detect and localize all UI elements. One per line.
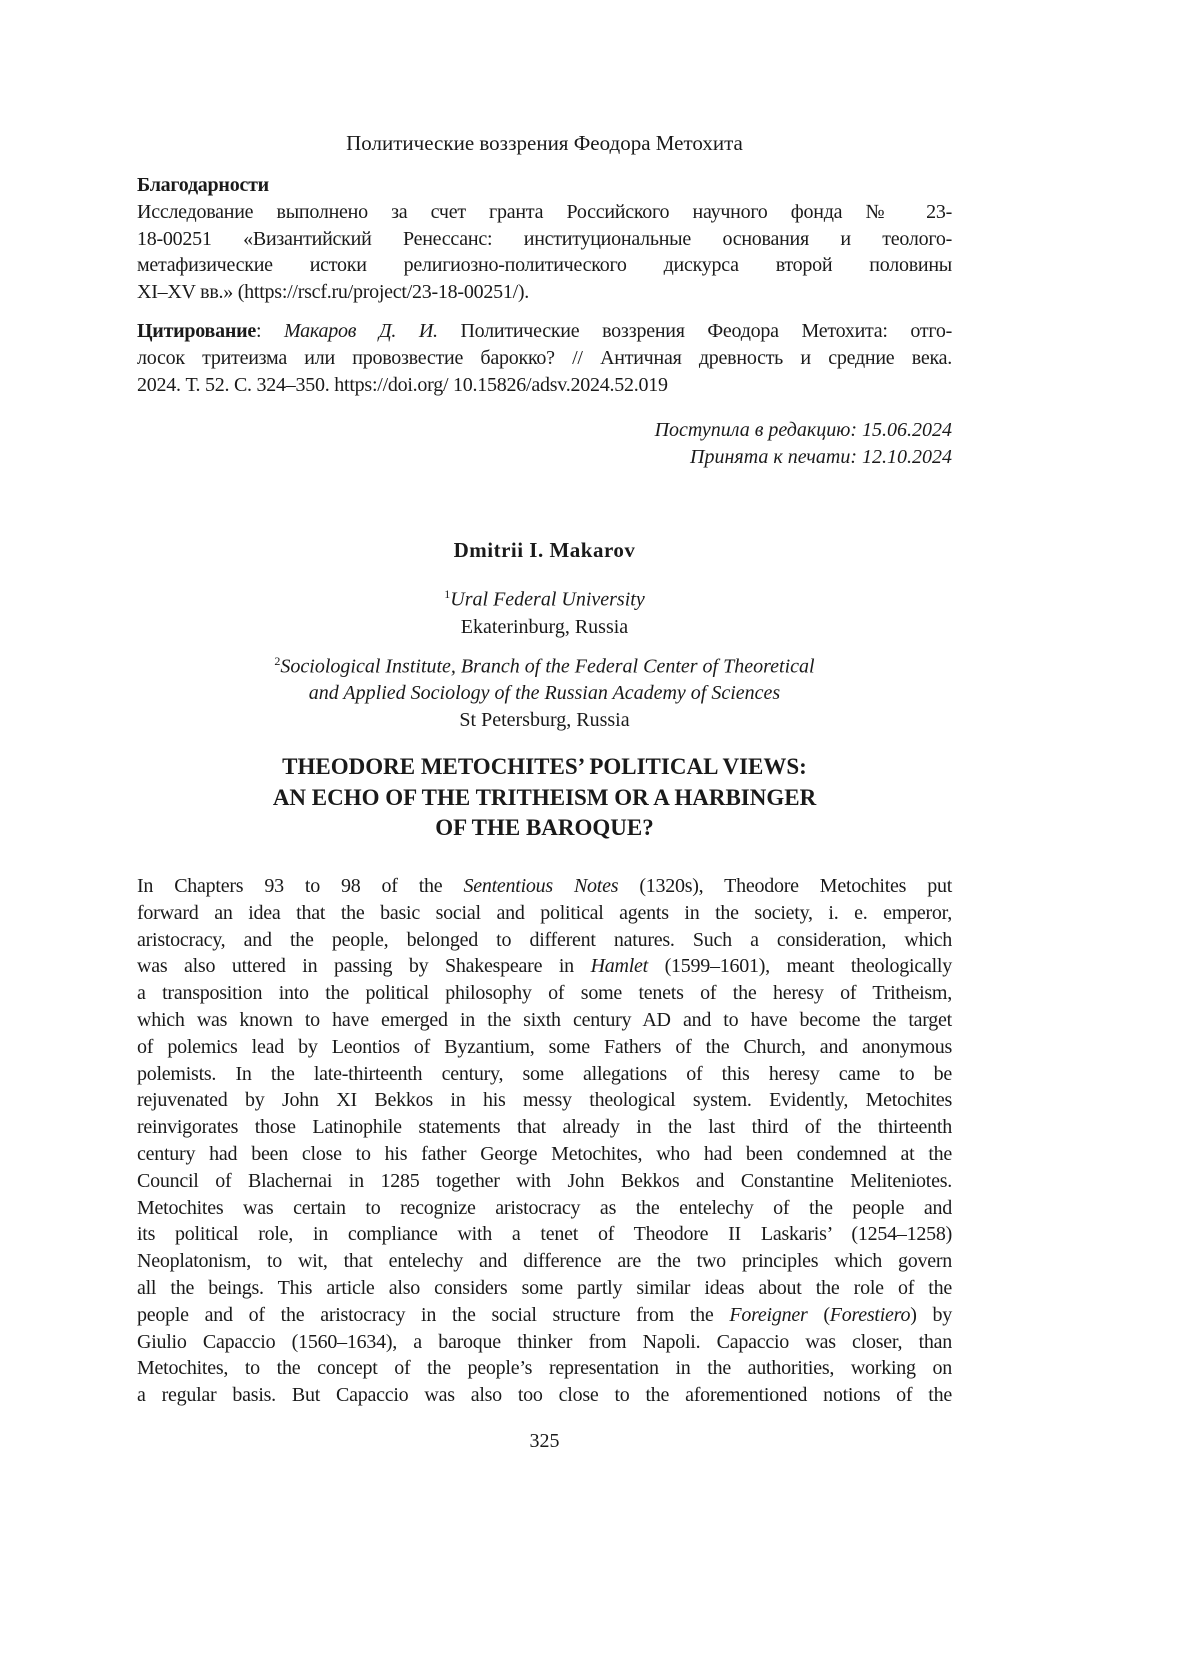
title-line: OF THE BAROQUE? [137,813,952,844]
abstract-line: a regular basis. But Capaccio was also too close to the aforementioned notions of the [137,1382,952,1409]
received-date: Поступила в редакцию: 15.06.2024 [137,417,952,444]
citation-author: Макаров Д. И. [284,320,438,342]
citation-line: Цитирование: Макаров Д. И. Политические воззрения Феодора Метохита: отго- [137,318,952,345]
author-name: Dmitrii I. Makarov [137,537,952,564]
article-title [137,752,952,844]
affiliation-2: 2Sociological Institute, Branch of the Federal Center of Theoretical [137,648,952,681]
affiliation-2-line2: and Applied Sociology of the Russian Academy of Sciences [137,680,952,707]
abstract [137,873,952,1409]
abstract-line: aristocracy, and the people, belonged to different natures. Such a consideration, which [137,927,952,954]
running-head: Политические воззрения Феодора Метохита [137,130,952,157]
affiliation-2-city: St Petersburg, Russia [137,707,952,734]
affiliation-1: 1Ural Federal University [137,581,952,614]
abstract-line: was also uttered in passing by Shakespeare in Hamlet (1599–1601), meant theologically [137,953,952,980]
acknowledgements-line: XI–XV вв.» (https://rscf.ru/project/23-18-00251/). [137,279,952,306]
abstract-line: polemists. In the late-thirteenth century, some allegations of this heresy came to be [137,1061,952,1088]
abstract-line: In Chapters 93 to 98 of the Sententious Notes (1320s), Theodore Metochites put [137,873,952,900]
citation-label: Цитирование [137,320,256,342]
acknowledgements-line: метафизические истоки религиозно-политического дискурса второй половины [137,252,952,279]
acknowledgements-heading: Благодарности [137,172,952,199]
abstract-line: reinvigorates those Latinophile statements that already in the last third of the thirteenth [137,1114,952,1141]
citation-line: 2024. Т. 52. С. 324–350. https://doi.org/ 10.15826/adsv.2024.52.019 [137,372,952,399]
affiliation-1-city: Ekaterinburg, Russia [137,614,952,641]
abstract-line: rejuvenated by John XI Bekkos in his messy theological system. Evidently, Metochites [137,1087,952,1114]
page-number: 325 [137,1428,952,1455]
affiliations [137,581,952,734]
acknowledgements-line: Исследование выполнено за счет гранта Российского научного фонда № 23- [137,199,952,226]
abstract-line: its political role, in compliance with a tenet of Theodore II Laskaris’ (1254–1258) [137,1221,952,1248]
abstract-line: all the beings. This article also considers some partly similar ideas about the role of the [137,1275,952,1302]
abstract-line: Metochites, to the concept of the people’s representation in the authorities, working on [137,1355,952,1382]
acknowledgements-line: 18-00251 «Византийский Ренессанс: институциональные основания и теолого- [137,226,952,253]
acknowledgements-section [137,172,952,306]
citation-section [137,318,952,398]
abstract-line: Neoplatonism, to wit, that entelechy and difference are the two principles which govern [137,1248,952,1275]
citation-line: лосок тритеизма или провозвестие барокко? // Античная древность и средние века. [137,345,952,372]
abstract-line: forward an idea that the basic social and political agents in the society, i. e. emperor, [137,900,952,927]
title-line: THEODORE METOCHITES’ POLITICAL VIEWS: [137,752,952,783]
abstract-line: Giulio Capaccio (1560–1634), a baroque thinker from Napoli. Capaccio was closer, than [137,1329,952,1356]
abstract-line: a transposition into the political philosophy of some tenets of the heresy of Tritheism, [137,980,952,1007]
abstract-line: people and of the aristocracy in the social structure from the Foreigner (Forestiero) by [137,1302,952,1329]
title-line: AN ECHO OF THE TRITHEISM OR A HARBINGER [137,783,952,814]
abstract-line: century had been close to his father George Metochites, who had been condemned at the [137,1141,952,1168]
abstract-line: which was known to have emerged in the sixth century AD and to have become the target [137,1007,952,1034]
abstract-line: Metochites was certain to recognize aristocracy as the entelechy of the people and [137,1195,952,1222]
accepted-date: Принята к печати: 12.10.2024 [137,444,952,471]
abstract-line: Council of Blachernai in 1285 together with John Bekkos and Constantine Meliteniotes. [137,1168,952,1195]
abstract-line: of polemics lead by Leontios of Byzantium, some Fathers of the Church, and anonymous [137,1034,952,1061]
dates-section [137,417,952,471]
